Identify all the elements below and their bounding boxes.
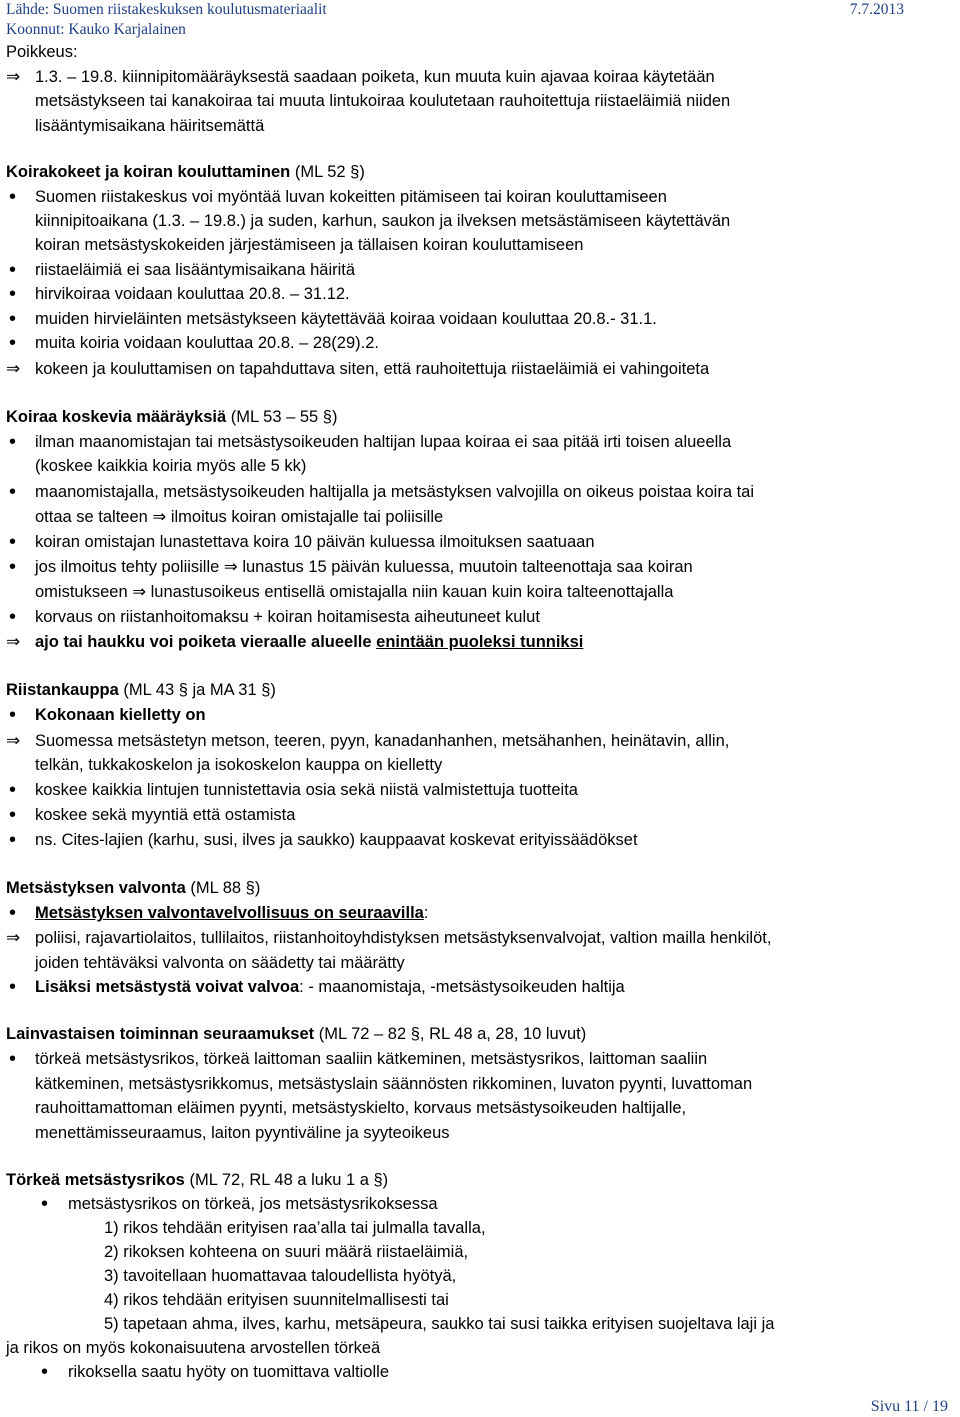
text-line: muita koiria voidaan kouluttaa 20.8. – 28(29).2.	[35, 334, 379, 352]
maaraykset-heading	[6, 407, 337, 427]
text-line: menettämisseuraamus, laiton pyyntiväline ja syyteoikeus	[35, 1124, 450, 1142]
text-line: metsästykseen tai kanakoiraa tai muuta lintukoiraa koulutetaan rauhoitettuja riistaeläimiä niiden	[35, 92, 731, 110]
text-line: koskee kaikkia lintujen tunnistettavia osia sekä niistä valmistettuja tuotteita	[35, 781, 578, 799]
text-line: korvaus on riistanhoitomaksu + koiran hoitamisesta aiheutuneet kulut	[35, 608, 540, 626]
text-line	[35, 705, 206, 725]
poikkeus-title: Poikkeus:	[6, 43, 78, 61]
text-line: lisääntymisaikana häiritsemättä	[35, 117, 265, 135]
colon-text: :	[423, 904, 429, 922]
seuraamukset-heading	[6, 1024, 586, 1044]
section-ref: (ML 53 – 55 §)	[230, 408, 338, 426]
text-line: joiden tehtäväksi valvonta on säädetty tai määrätty	[35, 954, 405, 972]
text-line: rikoksella saatu hyöty on tuomittava valtiolle	[68, 1363, 389, 1381]
bullet-icon	[6, 309, 28, 330]
text-line: ns. Cites-lajien (karhu, susi, ilves ja saukko) kauppaavat koskevat erityissäädökset	[35, 831, 638, 849]
text-line: telkän, tukkakoskelon ja isokoskelon kauppa on kielletty	[35, 756, 443, 774]
bold-text: Kokonaan kielletty on	[35, 706, 206, 724]
bullet-icon	[6, 432, 28, 453]
bullet-icon	[6, 333, 28, 354]
bullet-icon	[6, 187, 28, 208]
arrow-icon: ⇒	[6, 67, 21, 87]
page-number: Sivu 11 / 19	[870, 1398, 948, 1415]
bullet-icon	[6, 830, 28, 851]
text-line: maanomistajalla, metsästysoikeuden haltijalla ja metsästyksen valvojilla on oikeus poistaa koira tai	[35, 483, 755, 501]
section-ref: (ML 72 – 82 §, RL 48 a, 28, 10 luvut)	[318, 1025, 587, 1043]
text-line: koiran metsästyskokeiden järjestämiseen ja tällaisen koiran kouluttamiseen	[35, 236, 584, 254]
section-title: Riistankauppa	[6, 681, 119, 699]
text-line	[35, 632, 583, 652]
text-line: koskee sekä myyntiä että ostamista	[35, 806, 296, 824]
section-title: Törkeä metsästysrikos	[6, 1171, 185, 1189]
valvonta-heading	[6, 878, 260, 898]
bullet-icon	[6, 977, 28, 998]
date-text: 7.7.2013	[849, 1, 904, 18]
bullet-icon	[6, 482, 28, 503]
compiler-text: Koonnut: Kauko Karjalainen	[6, 21, 186, 38]
underlined-text: enintään puoleksi tunniksi	[376, 633, 584, 651]
underlined-text: Metsästyksen valvontavelvollisuus on seuraavilla	[35, 904, 424, 922]
list-item: 3) tavoitellaan huomattavaa taloudellista hyötyä,	[104, 1267, 457, 1285]
bullet-icon	[6, 780, 28, 801]
bullet-icon	[6, 903, 28, 924]
text-line: hirvikoiraa voidaan kouluttaa 20.8. – 31.12.	[35, 285, 350, 303]
text-line: kätkeminen, metsästysrikkomus, metsästyslain säännösten rikkominen, luvaton pyynti, luvattoman	[35, 1075, 753, 1093]
arrow-icon: ⇒	[6, 928, 21, 948]
bullet-icon	[38, 1362, 60, 1383]
text-line: omistukseen ⇒ lunastusoikeus entisellä omistajalla niin kauan kuin koira talteenottajalla	[35, 583, 674, 601]
text-line: 1.3. – 19.8. kiinnipitomääräyksestä saadaan poiketa, kun muuta kuin ajavaa koiraa käytetään	[35, 68, 715, 86]
bullet-icon	[6, 557, 28, 578]
text-line	[35, 977, 625, 997]
text-line: koiran omistajan lunastettava koira 10 päivän kuluessa ilmoituksen saatuaan	[35, 533, 595, 551]
bullet-icon	[6, 705, 28, 726]
text-line: Suomen riistakeskus voi myöntää luvan kokeitten pitämiseen tai koiran kouluttamiseen	[35, 188, 667, 206]
koirakokeet-heading	[6, 162, 365, 182]
bullet-icon	[38, 1194, 60, 1215]
text-line: muiden hirvieläinten metsästykseen käytettävää koiraa voidaan kouluttaa 20.8.- 31.1.	[35, 310, 657, 328]
torkea-heading	[6, 1170, 388, 1190]
text-line	[35, 903, 428, 923]
text-line: metsästysrikos on törkeä, jos metsästysrikoksessa	[68, 1195, 438, 1213]
text-line: Suomessa metsästetyn metson, teeren, pyyn, kanadanhanhen, metsähanhen, heinätavin, allin,	[35, 732, 730, 750]
bold-text: Lisäksi metsästystä voivat valvoa	[35, 978, 300, 996]
bullet-icon	[6, 607, 28, 628]
text-line: jos ilmoitus tehty poliisille ⇒ lunastus 15 päivän kuluessa, muutoin talteenottaja saa koiran	[35, 558, 693, 576]
text-line: kokeen ja kouluttamisen on tapahduttava siten, että rauhoitettuja riistaeläimiä ei vahingoiteta	[35, 360, 710, 378]
text-line: (koskee kaikkia koiria myös alle 5 kk)	[35, 457, 307, 475]
section-title: Lainvastaisen toiminnan seuraamukset	[6, 1025, 315, 1043]
text-span: : - maanomistaja, -metsästysoikeuden haltija	[299, 978, 625, 996]
source-text: Lähde: Suomen riistakeskuksen koulutusmateriaalit	[6, 1, 327, 18]
arrow-icon: ⇒	[6, 731, 21, 751]
bullet-icon	[6, 1049, 28, 1070]
list-item: 4) rikos tehdään erityisen suunnitelmallisesti tai	[104, 1291, 449, 1309]
riistankauppa-heading	[6, 680, 276, 700]
section-ref: (ML 43 § ja MA 31 §)	[123, 681, 276, 699]
section-ref: (ML 88 §)	[190, 879, 261, 897]
text-line: rauhoittamattoman eläimen pyynti, metsästyskielto, korvaus metsästysoikeuden haltijalle,	[35, 1099, 687, 1117]
bullet-icon	[6, 532, 28, 553]
bullet-icon	[6, 260, 28, 281]
text-line: riistaeläimiä ei saa lisääntymisaikana häiritä	[35, 261, 356, 279]
list-item: 5) tapetaan ahma, ilves, karhu, metsäpeura, saukko tai susi taikka erityisen suojeltava laji ja	[104, 1315, 775, 1333]
list-item: 2) rikoksen kohteena on suuri määrä riistaeläimiä,	[104, 1243, 469, 1261]
text-line: kiinnipitoaikana (1.3. – 19.8.) ja suden, karhun, saukon ja ilveksen metsästämiseen käytettävän	[35, 212, 731, 230]
bold-text: ajo tai haukku voi poiketa vieraalle alueelle	[35, 633, 372, 651]
section-title: Koirakokeet ja koiran kouluttaminen	[6, 163, 291, 181]
bullet-icon	[6, 805, 28, 826]
text-line: ilman maanomistajan tai metsästysoikeuden haltijan lupaa koiraa ei saa pitää irti toisen alueella	[35, 433, 732, 451]
arrow-icon: ⇒	[6, 359, 21, 379]
text-line: ja rikos on myös kokonaisuutena arvostellen törkeä	[6, 1339, 381, 1357]
text-line: ottaa se talteen ⇒ ilmoitus koiran omistajalle tai poliisille	[35, 508, 444, 526]
bullet-icon	[6, 284, 28, 305]
page-header	[0, 0, 960, 42]
text-line: poliisi, rajavartiolaitos, tullilaitos, riistanhoitoyhdistyksen metsästyksenvalvojat, valtion mailla henkilöt,	[35, 929, 772, 947]
text-line: törkeä metsästysrikos, törkeä laittoman saaliin kätkeminen, metsästysrikos, laittoman saaliin	[35, 1050, 708, 1068]
section-ref: (ML 52 §)	[294, 163, 365, 181]
arrow-icon: ⇒	[6, 632, 21, 652]
section-title: Koiraa koskevia määräyksiä	[6, 408, 227, 426]
section-title: Metsästyksen valvonta	[6, 879, 186, 897]
list-item: 1) rikos tehdään erityisen raa’alla tai julmalla tavalla,	[104, 1219, 486, 1237]
section-ref: (ML 72, RL 48 a luku 1 a §)	[189, 1171, 389, 1189]
